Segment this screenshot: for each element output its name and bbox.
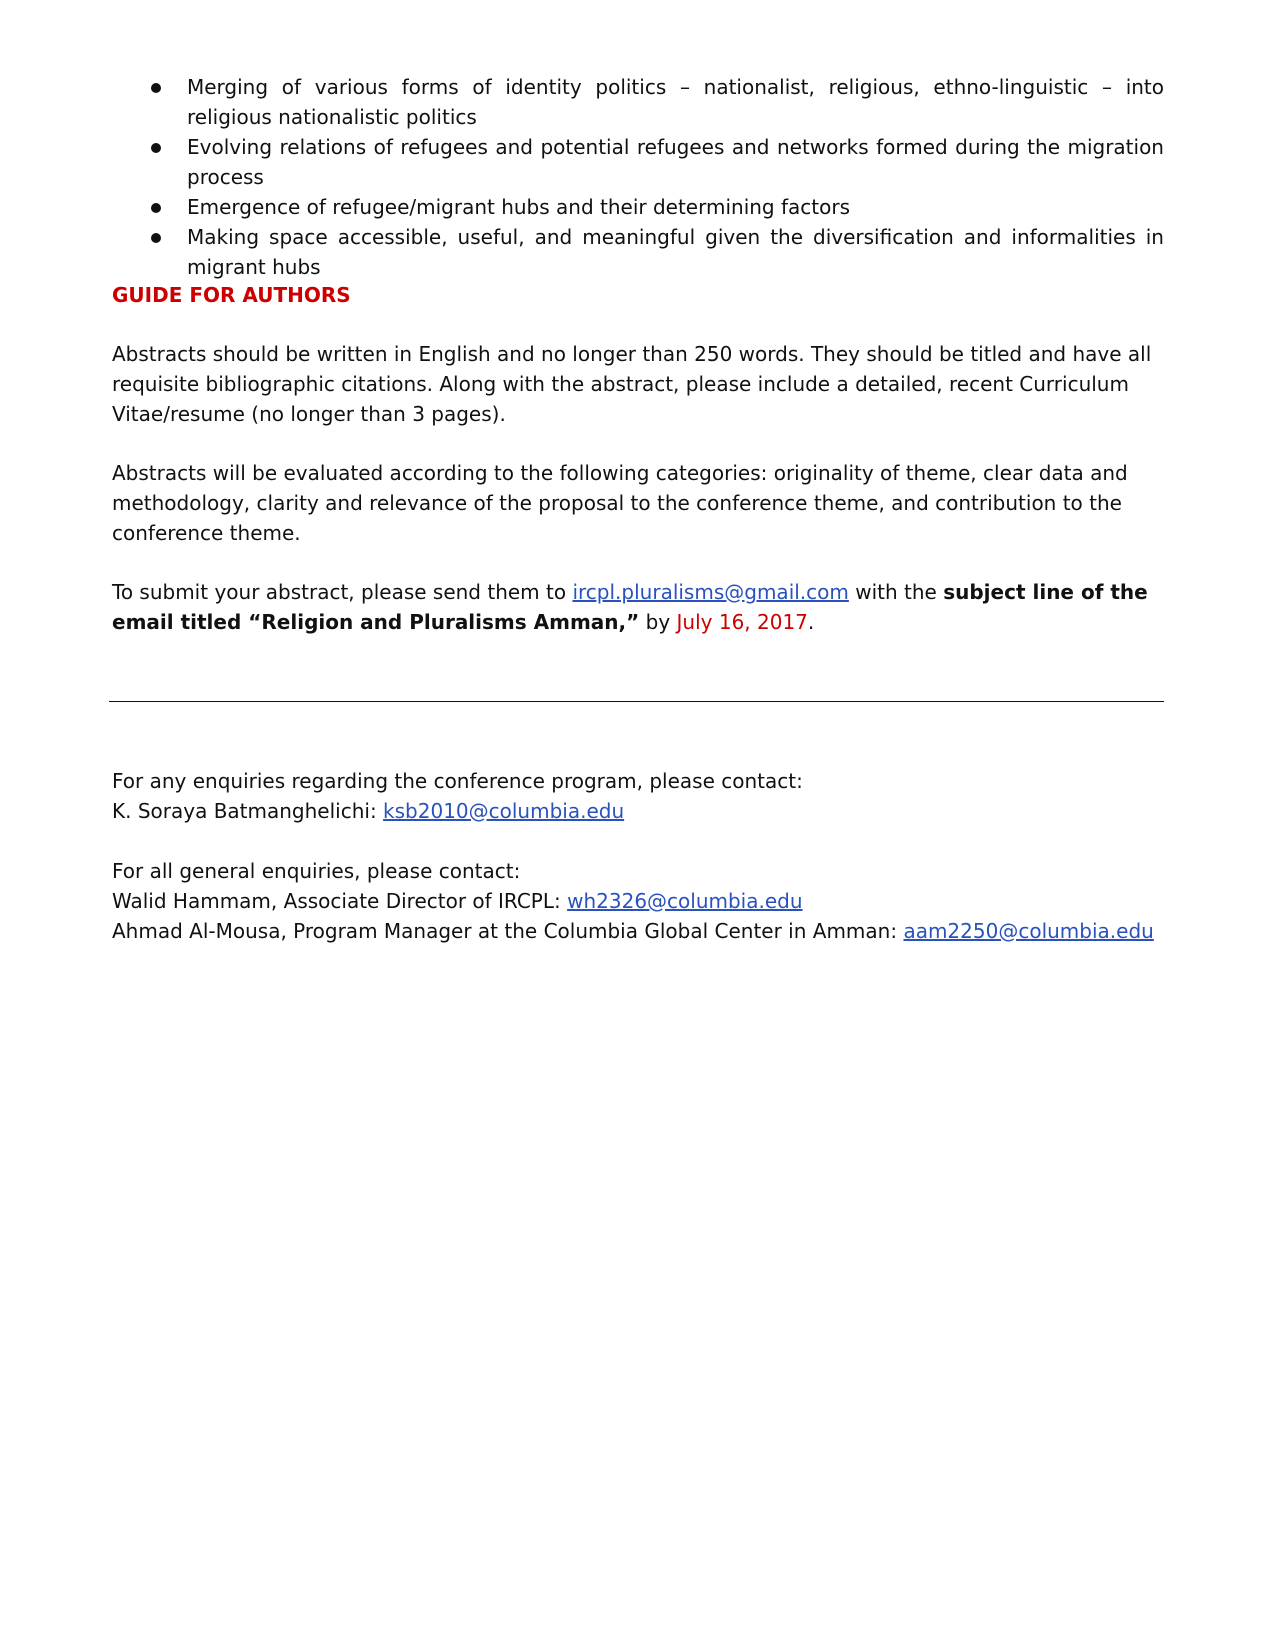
- general-contact-intro: For all general enquiries, please contact:: [112, 859, 521, 883]
- submission-deadline: July 16, 2017: [676, 610, 808, 634]
- bullet-item: [112, 72, 1164, 132]
- bullet-text: Evolving relations of refugees and potential refugees and networks formed during the migration process: [187, 135, 1164, 189]
- program-contact-email-link[interactable]: ksb2010@columbia.edu: [383, 799, 625, 823]
- subject-line-instruction: subject line of the email titled “Religion and Pluralisms Amman,”: [112, 580, 1148, 634]
- submit-by: by: [645, 610, 671, 634]
- submission-paragraph: [112, 577, 1157, 637]
- program-contact-intro: For any enquiries regarding the conference program, please contact:: [112, 769, 803, 793]
- submit-middle: with the: [855, 580, 937, 604]
- bullet-item: [112, 222, 1164, 282]
- bullet-text: Making space accessible, useful, and meaningful given the diversification and informalities in migrant hubs: [187, 225, 1164, 279]
- general-contact-email-link-1[interactable]: wh2326@columbia.edu: [567, 889, 803, 913]
- bullet-icon: [151, 203, 161, 213]
- general-contact-person-2: Ahmad Al-Mousa, Program Manager at the Columbia Global Center in Amman:: [112, 919, 898, 943]
- program-contact-person: K. Soraya Batmanghelichi:: [112, 799, 377, 823]
- bullet-icon: [151, 143, 161, 153]
- general-contact-line-1: [112, 886, 1212, 916]
- abstracts-requirements-paragraph: Abstracts should be written in English and no longer than 250 words. They should be titled and have all requisite bibliographic citations. Along with the abstract, please include a detailed, recent Curriculum Vitae/resume (no longer than 3 pages).: [112, 342, 1152, 426]
- bullet-text: Merging of various forms of identity politics – nationalist, religious, ethno-linguistic – into religious nationalistic politics: [187, 75, 1164, 129]
- general-contact-person-1: Walid Hammam, Associate Director of IRCPL:: [112, 889, 561, 913]
- bullet-item: [112, 132, 1164, 192]
- submit-period: .: [807, 610, 815, 634]
- program-contact-line: [112, 796, 1212, 826]
- bullet-icon: [151, 233, 161, 243]
- general-contact-line-2: [112, 916, 1212, 946]
- general-contact-block: [112, 856, 1212, 946]
- bullet-icon: [151, 83, 161, 93]
- bullet-item: [112, 192, 1164, 222]
- guide-for-authors-heading: GUIDE FOR AUTHORS: [112, 283, 351, 307]
- bullet-text: Emergence of refugee/migrant hubs and their determining factors: [187, 195, 850, 219]
- general-contact-email-link-2[interactable]: aam2250@columbia.edu: [903, 919, 1154, 943]
- submit-prefix: To submit your abstract, please send them to: [112, 580, 567, 604]
- evaluation-criteria-paragraph: Abstracts will be evaluated according to the following categories: originality of theme, clear data and methodology, clarity and relevance of the proposal to the conference theme, and contribution to the conference theme.: [112, 461, 1128, 545]
- topic-bullet-list: [112, 72, 1164, 282]
- submission-email-link[interactable]: ircpl.pluralisms@gmail.com: [572, 580, 849, 604]
- program-contact-block: [112, 766, 1212, 826]
- section-divider: [109, 701, 1164, 702]
